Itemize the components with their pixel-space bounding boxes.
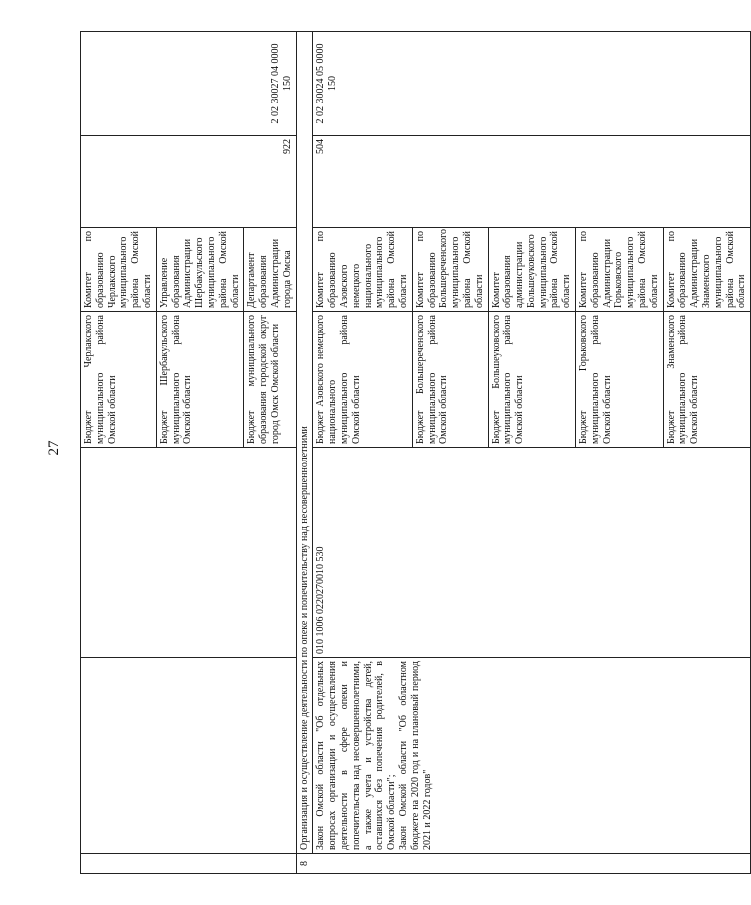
- title-cell-empty: [81, 658, 297, 854]
- admin-cell: Комитет по образованию Черлакского муниципального района Омской области: [81, 228, 157, 312]
- admin-cell: Управление образования Администрации Шербакульского муниципального района Омской области: [156, 228, 244, 312]
- admin-cell: Департамент образования Администрации города Омска: [244, 228, 296, 312]
- recipient-cell: Бюджет Большеуковского муниципального района Омской области: [488, 312, 576, 448]
- num-cell-empty: [81, 854, 297, 874]
- row-number: 8: [296, 854, 751, 874]
- kbk-cell: 2 02 30024 05 0000 150: [313, 32, 751, 136]
- legal-basis-cell: Закон Омской области "Об отдельных вопросах организации и осуществления деятельности в сфере опеки и попечительства над несовершеннолетними, а также учета и устройства детей, оставшихся без попечения родителей, в Омской области"; Закон Омской области "Об областном бюджете на 2020 год и на плановый период 2021 и 2022 годов": [313, 658, 751, 854]
- admin-cell: Комитет по образованию Большереченского муниципального района Омской области: [412, 228, 488, 312]
- admin-cell: Комитет по образованию Администрации Знаменского муниципального района Омской области: [663, 228, 751, 312]
- recipient-cell: Бюджет Большереченского муниципального района Омской области: [412, 312, 488, 448]
- table-row: [296, 32, 313, 874]
- recipient-cell: Бюджет Горьковского муниципального района Омской области: [576, 312, 664, 448]
- budget-table: [80, 31, 751, 874]
- recipient-cell: Бюджет Знаменского муниципального района Омской области: [663, 312, 751, 448]
- table-container: [80, 32, 748, 874]
- kbk-cell: 2 02 30027 04 0000 150: [81, 32, 297, 136]
- admin-cell: Комитет по образованию Азовского немецкого национального муниципального района Омской области: [313, 228, 412, 312]
- table-row: [81, 32, 157, 874]
- recipient-cell: Бюджет Шербакульского муниципального района Омской области: [156, 312, 244, 448]
- code-line-cell: 010 1006 0220270010 530: [313, 448, 751, 658]
- basis-cell-empty: [81, 448, 297, 658]
- row-title: Организация и осуществление деятельности по опеке и попечительству над несовершеннолетними: [296, 32, 313, 854]
- code-cell: 504: [313, 136, 751, 228]
- page-number: 27: [46, 440, 62, 456]
- table-row: [313, 32, 412, 874]
- recipient-cell: Бюджет Черлакского муниципального района Омской области: [81, 312, 157, 448]
- admin-cell: Комитет по образованию Администрации Горьковского муниципального района Омской области: [576, 228, 664, 312]
- admin-cell: Комитет образования администрации Большеуковского муниципального района Омской области: [488, 228, 576, 312]
- code-cell: 922: [81, 136, 297, 228]
- recipient-cell: Бюджет муниципального образования городской округ город Омск Омской области: [244, 312, 296, 448]
- recipient-cell: Бюджет Азовского немецкого национального муниципального района Омской области: [313, 312, 412, 448]
